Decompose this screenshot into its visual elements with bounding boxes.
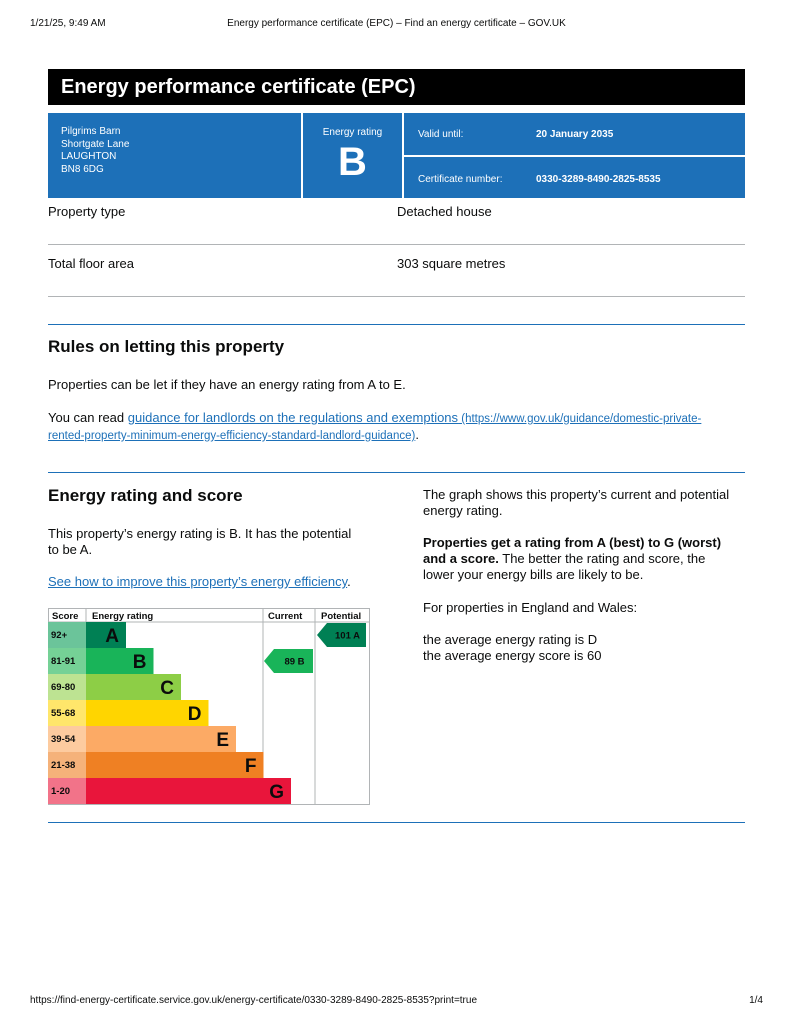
address-line: Pilgrims Barn [61, 126, 121, 137]
rating-letter-C: C [160, 678, 174, 699]
graph-text-line: energy rating. [423, 503, 503, 518]
rating-bar-G [86, 778, 291, 804]
print-url: https://find-energy-certificate.service.gov.uk/energy-certificate/0330-3289-8490-2825-8535?print=true [30, 995, 478, 1006]
energy-text-line: to be A. [48, 542, 93, 557]
address-line: Shortgate Lane [61, 138, 130, 150]
energy-rating-text [48, 526, 351, 558]
energy-rating-label: Energy rating [322, 127, 383, 138]
address-line: LAUGHTON [61, 151, 117, 162]
chart-header-0: Score [52, 611, 79, 622]
chart-header-2: Current [268, 611, 303, 622]
improve-suffix: . [347, 574, 351, 589]
print-document-title: Energy performance certificate (EPC) – Find an energy certificate – GOV.UK [227, 18, 566, 29]
score-range-label: 21-38 [51, 760, 76, 771]
floor-area-label: Total floor area [48, 256, 134, 271]
guidance-suffix: . [415, 427, 419, 442]
page-title: Energy performance certificate (EPC) [48, 69, 745, 105]
rating-letter-A: A [105, 626, 119, 647]
graph-text-line: The graph shows this property’s current and potential [423, 487, 730, 502]
score-range-label: 55-68 [51, 708, 76, 719]
letting-guidance-text [48, 410, 745, 444]
rating-letter-G: G [269, 782, 284, 803]
rating-explanation-text: lower your energy bills are likely to be. [423, 567, 644, 582]
certificate-summary [48, 113, 745, 198]
improve-efficiency-link[interactable]: See how to improve this property’s energy efficiency [48, 574, 348, 589]
average-rating-text: the average energy rating is D [423, 632, 598, 647]
improve-paragraph [48, 574, 351, 590]
rating-letter-B: B [132, 652, 147, 673]
current-rating-label: 89 B [284, 656, 305, 668]
floor-area-value: 303 square metres [397, 256, 506, 271]
valid-until-value: 20 January 2035 [536, 129, 614, 140]
chart-header-1: Energy rating [92, 611, 154, 622]
potential-rating-label: 101 A [335, 630, 360, 642]
guidance-prefix: You can read [48, 410, 128, 425]
property-type-label: Property type [48, 204, 126, 219]
average-values [423, 632, 602, 664]
score-range-label: 39-54 [51, 734, 76, 745]
graph-description [423, 487, 729, 519]
section-divider [48, 324, 745, 325]
energy-rating-chart-svg [48, 608, 370, 805]
letting-heading: Rules on letting this property [48, 337, 285, 356]
print-date: 1/21/25, 9:49 AM [30, 18, 106, 29]
energy-rating-box [303, 113, 402, 198]
score-range-label: 69-80 [51, 682, 76, 693]
property-type-value: Detached house [397, 204, 492, 219]
property-address [48, 113, 301, 198]
letting-rule-text: Properties can be let if they have an energy rating from A to E. [48, 377, 406, 392]
section-divider [48, 472, 745, 473]
rating-explanation-text: The better the rating and score, the [498, 551, 706, 566]
rating-letter-E: E [216, 730, 229, 751]
region-text: For properties in England and Wales: [423, 600, 638, 615]
score-range-label: 1-20 [51, 786, 71, 797]
energy-rating-chart [48, 608, 370, 805]
energy-text-line: This property’s energy rating is B. It has the potential [48, 526, 352, 541]
rating-bar-E [86, 726, 236, 752]
energy-rating-letter: B [338, 140, 367, 184]
floor-area-row [48, 244, 745, 297]
rating-explanation-bold: Properties get a rating from A (best) to G (worst) [423, 535, 722, 550]
certificate-number-label: Certificate number: [418, 174, 503, 185]
landlord-guidance-link[interactable] [48, 410, 701, 442]
guidance-link-text: guidance for landlords on the regulations and exemptions [127, 410, 459, 425]
energy-heading: Energy rating and score [48, 486, 243, 505]
rating-bar-F [86, 752, 264, 778]
score-range-label: 92+ [51, 630, 68, 641]
guidance-link-url-cont: rented-property-minimum-energy-efficiency-standard-landlord-guidance) [48, 430, 416, 442]
section-divider [48, 822, 745, 823]
property-type-row [48, 192, 745, 245]
rating-explanation [423, 535, 721, 583]
rating-letter-D: D [187, 704, 202, 725]
valid-until-label: Valid until: [418, 129, 464, 140]
guidance-link-url: (https://www.gov.uk/guidance/domestic-private- [458, 413, 702, 425]
certificate-number-value: 0330-3289-8490-2825-8535 [536, 174, 661, 185]
score-range-label: 81-91 [51, 656, 76, 667]
chart-header-3: Potential [321, 611, 362, 622]
rating-explanation-bold: and a score. [423, 551, 499, 566]
address-postcode: BN8 6DG [61, 163, 104, 175]
rating-letter-F: F [244, 756, 257, 777]
page-number: 1/4 [749, 995, 763, 1006]
valid-until-cell [404, 113, 745, 155]
average-score-text: the average energy score is 60 [423, 648, 602, 663]
